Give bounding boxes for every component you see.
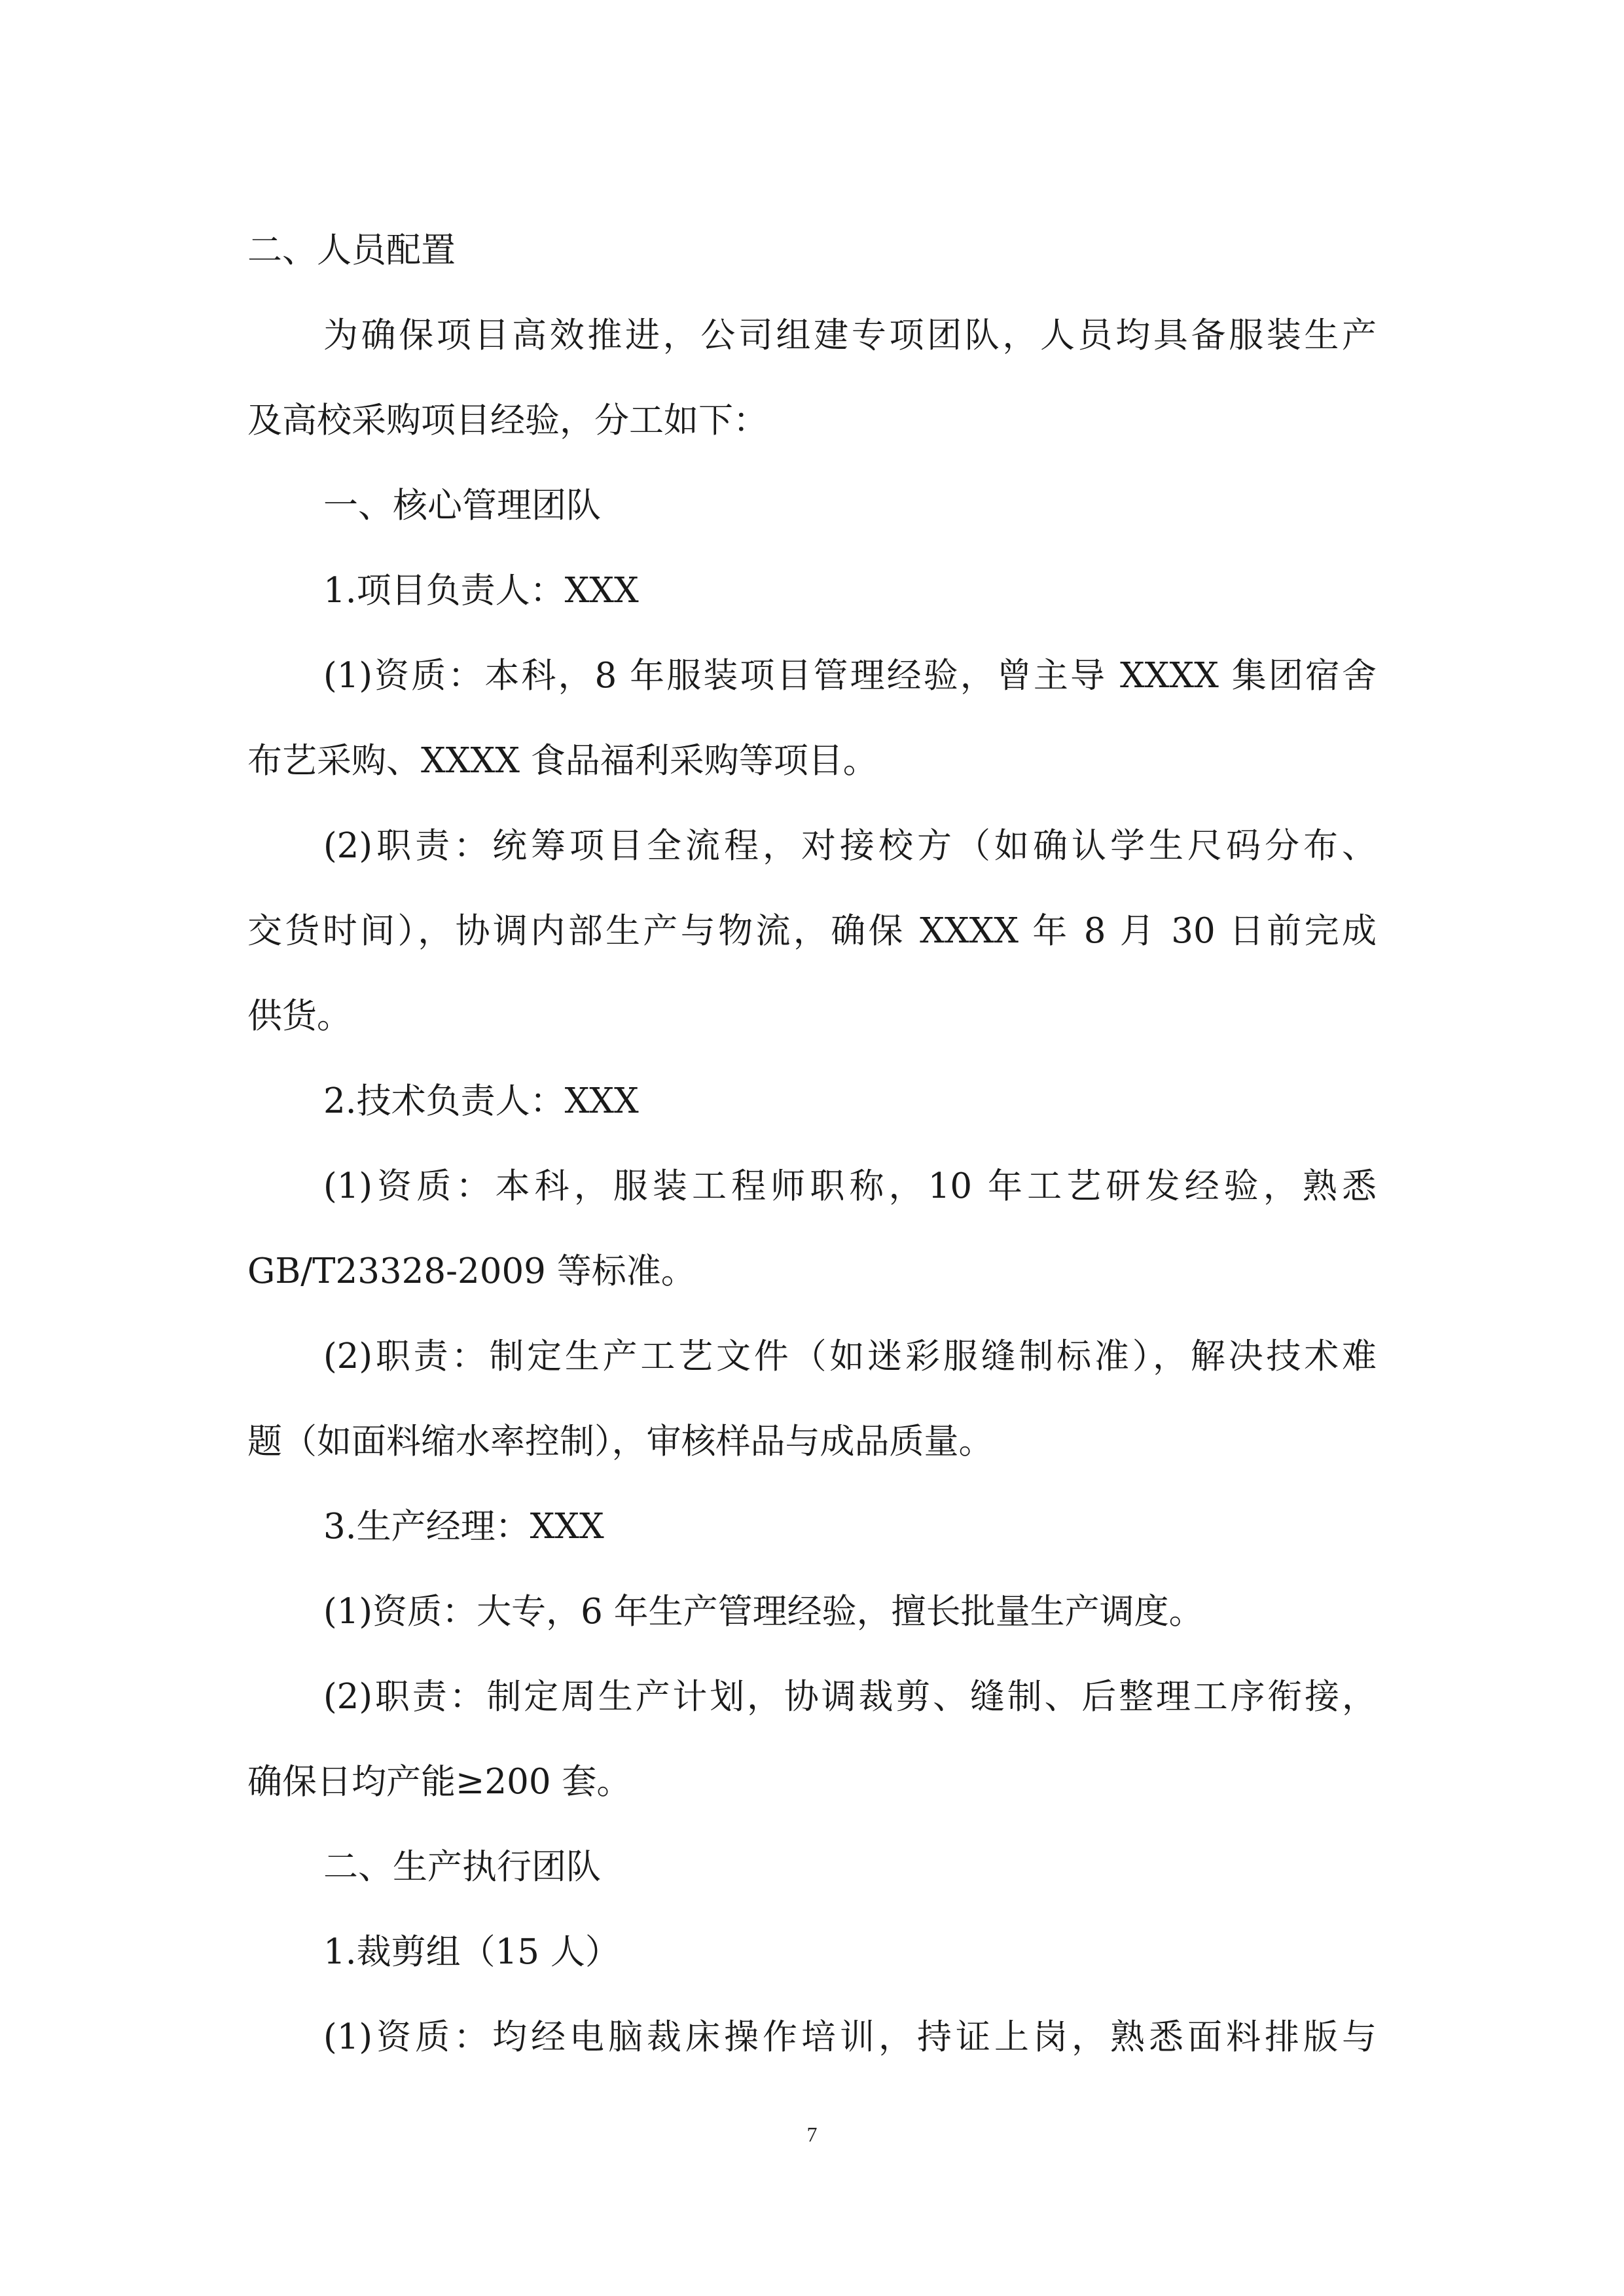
production-manager-duty-line-1: (2)职责：制定周生产计划，协调裁剪、缝制、后整理工序衔接，: [323, 1677, 1377, 1717]
section-title: 二、人员配置: [247, 230, 456, 270]
project-leader-duty-line-2: 交货时间），协调内部生产与物流，确保 XXXX 年 8 月 30 日前完成: [247, 911, 1377, 951]
production-manager-duty-line-2: 确保日均产能≥200 套。: [247, 1762, 632, 1802]
technical-leader-qualification-line-1: (1)资质：本科，服装工程师职称，10 年工艺研发经验，熟悉: [323, 1166, 1377, 1206]
document-body: [247, 208, 1377, 2080]
execution-team-heading: 二、生产执行团队: [323, 1847, 601, 1887]
technical-leader-duty-line-2: 题（如面料缩水率控制），审核样品与成品质量。: [247, 1422, 994, 1462]
technical-leader-title: 2.技术负责人：XXX: [323, 1081, 639, 1121]
project-leader-duty-line-3: 供货。: [247, 996, 352, 1036]
production-manager-title: 3.生产经理：XXX: [323, 1507, 604, 1547]
project-leader-duty-line-1: (2)职责：统筹项目全流程，对接校方（如确认学生尺码分布、: [323, 826, 1377, 866]
intro-paragraph-line-2: 及高校采购项目经验，分工如下：: [247, 401, 768, 440]
cutting-group-title: 1.裁剪组（15 人）: [323, 1932, 620, 1972]
project-leader-qualification-line-1: (1)资质：本科，8 年服装项目管理经验，曾主导 XXXX 集团宿舍: [323, 656, 1377, 696]
page-number: 7: [806, 2123, 818, 2146]
project-leader-title: 1.项目负责人：XXX: [323, 571, 639, 611]
intro-paragraph-line-1: 为确保项目高效推进，公司组建专项团队，人员均具备服装生产: [323, 315, 1377, 355]
technical-leader-qualification-line-2: GB/T23328-2009 等标准。: [247, 1251, 696, 1291]
core-team-heading: 一、核心管理团队: [323, 486, 601, 526]
production-manager-qualification-line-1: (1)资质：大专，6 年生产管理经验，擅长批量生产调度。: [323, 1592, 1204, 1632]
project-leader-qualification-line-2: 布艺采购、XXXX 食品福利采购等项目。: [247, 741, 878, 781]
technical-leader-duty-line-1: (2)职责：制定生产工艺文件（如迷彩服缝制标准），解决技术难: [323, 1336, 1377, 1376]
cutting-group-qualification-line-1: (1)资质：均经电脑裁床操作培训，持证上岗，熟悉面料排版与: [323, 2017, 1377, 2057]
